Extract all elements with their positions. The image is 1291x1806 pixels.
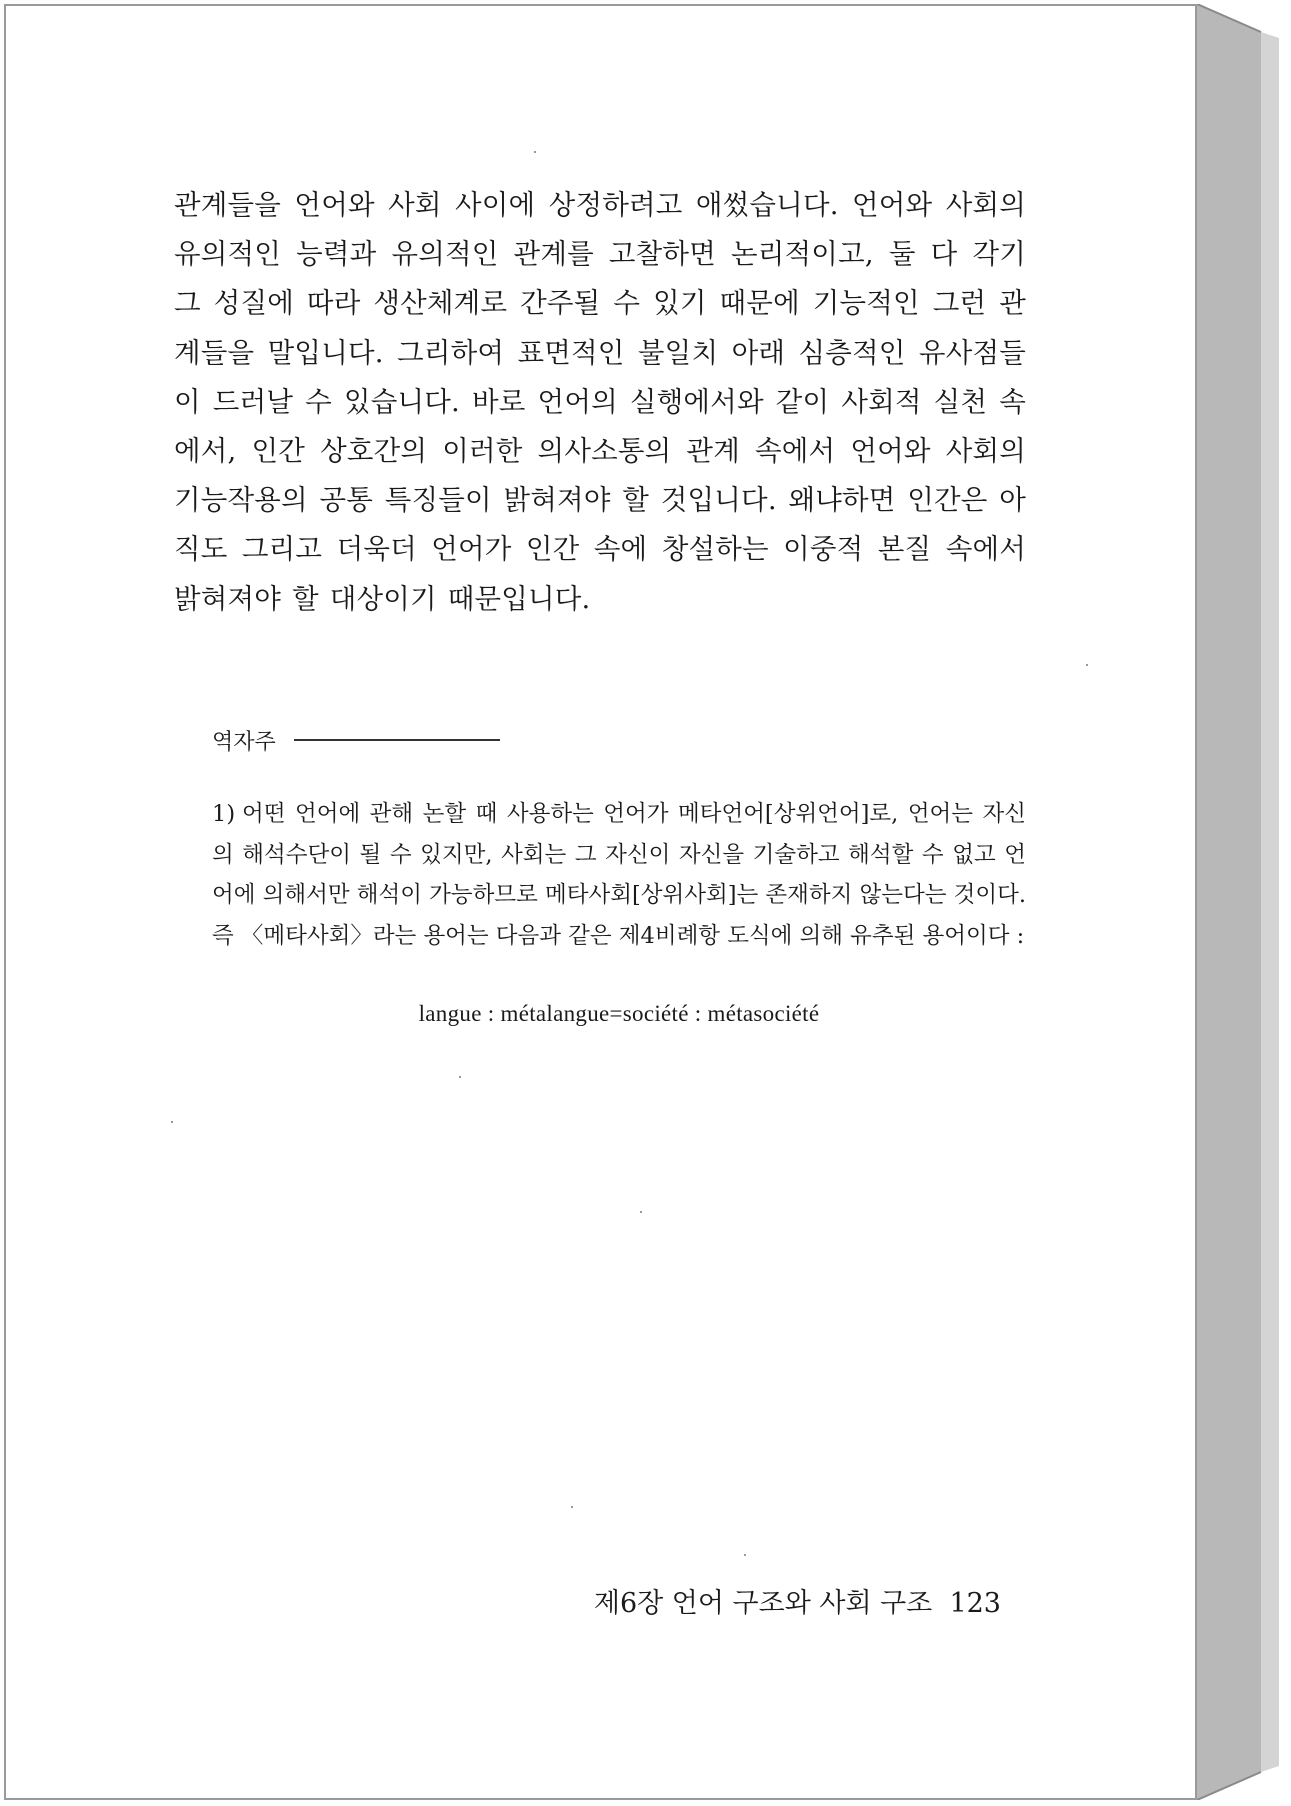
scan-speck — [571, 1506, 573, 1508]
scan-speck — [640, 1211, 642, 1213]
scan-speck — [534, 151, 536, 153]
book-page — [4, 4, 1197, 1800]
footnote-number: 1) — [212, 801, 236, 827]
scan-speck — [459, 1076, 461, 1078]
scan-speck — [1086, 664, 1088, 666]
book-edge-side — [1261, 32, 1279, 1772]
footnote-1 — [212, 794, 1026, 956]
body-paragraph: 관계들을 언어와 사회 사이에 상정하려고 애썼습니다. 언어와 사회의 유의적인 능력과 유의적인 관계를 고찰하면 논리적이고, 둘 다 각기 그 성질에 따라 생산체계로 간주될 수 있기 때문에 기능적인 그런 관계들을 말입니다. 그리하여 표면적인 불일치 아래 심층적인 유사점들이 드러날 수 있습니다. 바로 언어의 실행에서와 같이 사회적 실천 속에서, 인간 상호간의 이러한 의사소통의 관계 속에서 언어와 사회의 기능작용의 공통 특징들이 밝혀져야 할 것입니다. 왜냐하면 인간은 아직도 그리고 더욱더 언어가 인간 속에 창설하는 이중적 본질 속에서 밝혀져야 할 대상이기 때문입니다. — [174, 189, 1026, 615]
translator-notes-heading — [212, 722, 500, 758]
page-number: 123 — [949, 1588, 1001, 1619]
book-edge-face — [1197, 4, 1261, 1800]
scan-speck — [171, 1121, 173, 1123]
book-edge-shadow — [1197, 4, 1287, 1800]
running-footer — [506, 1584, 1001, 1624]
note-divider-rule — [294, 739, 500, 741]
translator-notes-label: 역자주 — [212, 729, 276, 755]
running-title: 제6장 언어 구조와 사회 구조 — [593, 1588, 933, 1619]
footnote-formula: langue : métalangue=société : métasociété — [418, 1001, 820, 1026]
footnote-text: 어떤 언어에 관해 논할 때 사용하는 언어가 메타언어[상위언어]로, 언어는 자신의 해석수단이 될 수 있지만, 사회는 그 자신이 자신을 기술하고 해석할 수 없고 언어에 의해서만 해석이 가능하므로 메타사회[상위사회]는 존재하지 않는다는 것이다. 즉 〈메타사회〉라는 용어는 다음과 같은 제4비례항 도식에 의해 유추된 용어이다 : — [212, 801, 1026, 949]
scan-speck — [744, 1554, 746, 1556]
